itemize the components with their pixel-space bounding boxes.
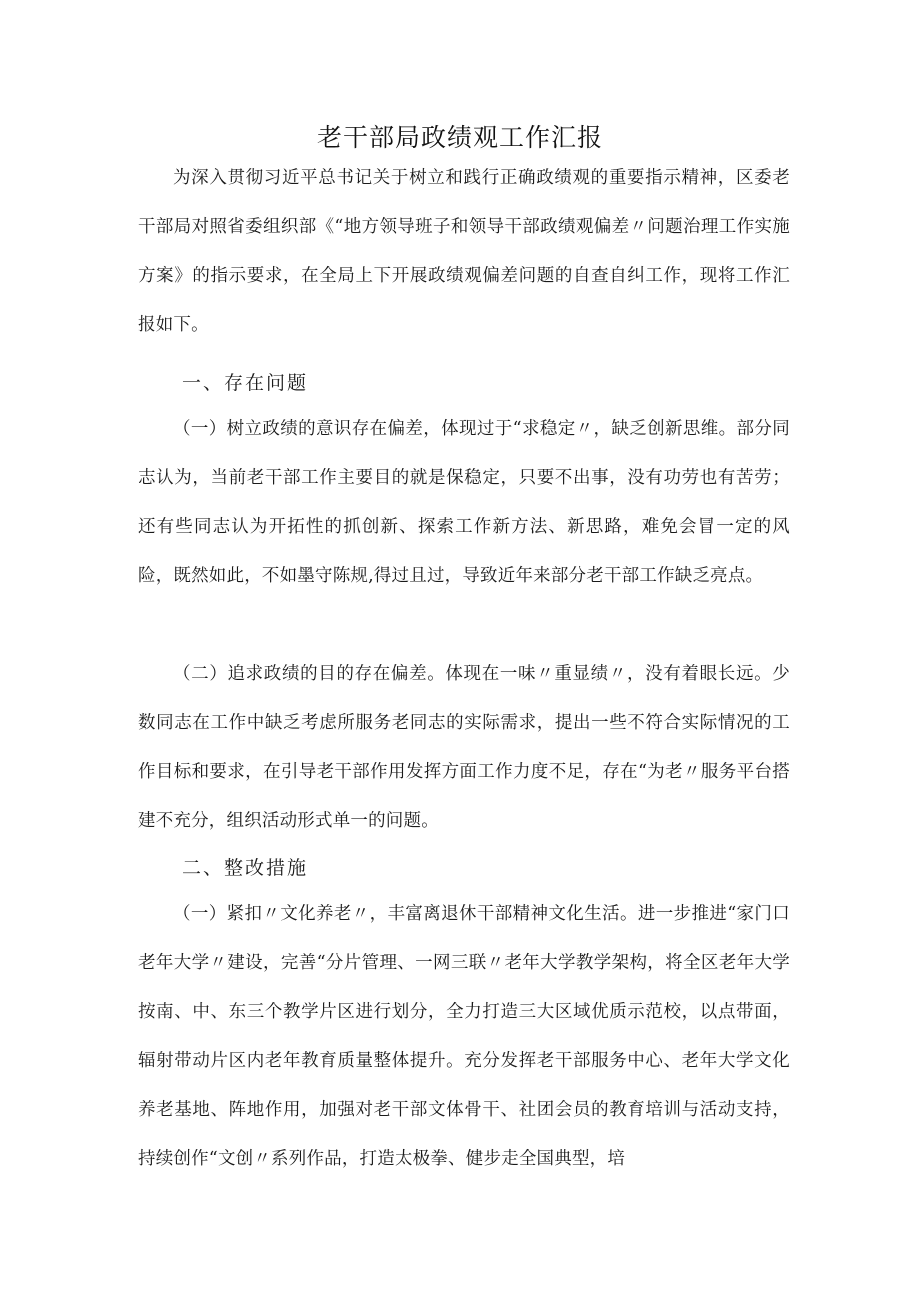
problem-item-1: （一）树立政绩的意识存在偏差，体现过于“求稳定〃，缺乏创新思维。部分同志认为，当前老干部工作主要目的就是保稳定，只要不出事，没有功劳也有苦劳；还有些同志认为开拓性的抓创新、探索工作新方法、新思路，难免会冒一定的风险，既然如此，不如墨守陈规,得过且过，导致近年来部分老干部工作缺乏亮点。 xyxy=(138,419,790,586)
intro-paragraph: 为深入贯彻习近平总书记关于树立和践行正确政绩观的重要指示精神，区委老干部局对照省委组织部《“地方领导班子和领导干部政绩观偏差〃问题治理工作实施方案》的指示要求，在全局上下开展政绩观偏差问题的自查自纠工作，现将工作汇报如下。 xyxy=(138,168,790,335)
section-heading-measures: 二、整改措施 xyxy=(182,857,309,879)
document-title: 老干部局政绩观工作汇报 xyxy=(316,123,603,152)
problem-item-2: （二）追求政绩的目的存在偏差。体现在一味〃重显绩〃，没有着眼长远。少数同志在工作中缺乏考虑所服务老同志的实际需求，提出一些不符合实际情况的工作目标和要求，在引导老干部作用发挥方面工作力度不足，存在“为老〃服务平台搭建不充分，组织活动形式单一的问题。 xyxy=(138,664,790,831)
measure-item-1: （一）紧扣〃文化养老〃，丰富离退休干部精神文化生活。进一步推进“家门口老年大学〃建设，完善“分片管理、一网三联〃老年大学教学架构，将全区老年大学按南、中、东三个教学片区进行划分，全力打造三大区域优质示范校，以点带面，辐射带动片区内老年教育质量整体提升。充分发挥老干部服务中心、老年大学文化养老基地、阵地作用，加强对老干部文体骨干、社团会员的教育培训与活动支持，持续创作“文创〃系列作品，打造太极拳、健步走全国典型，培 xyxy=(138,904,790,1169)
section-heading-problems: 一、存在问题 xyxy=(182,372,309,394)
